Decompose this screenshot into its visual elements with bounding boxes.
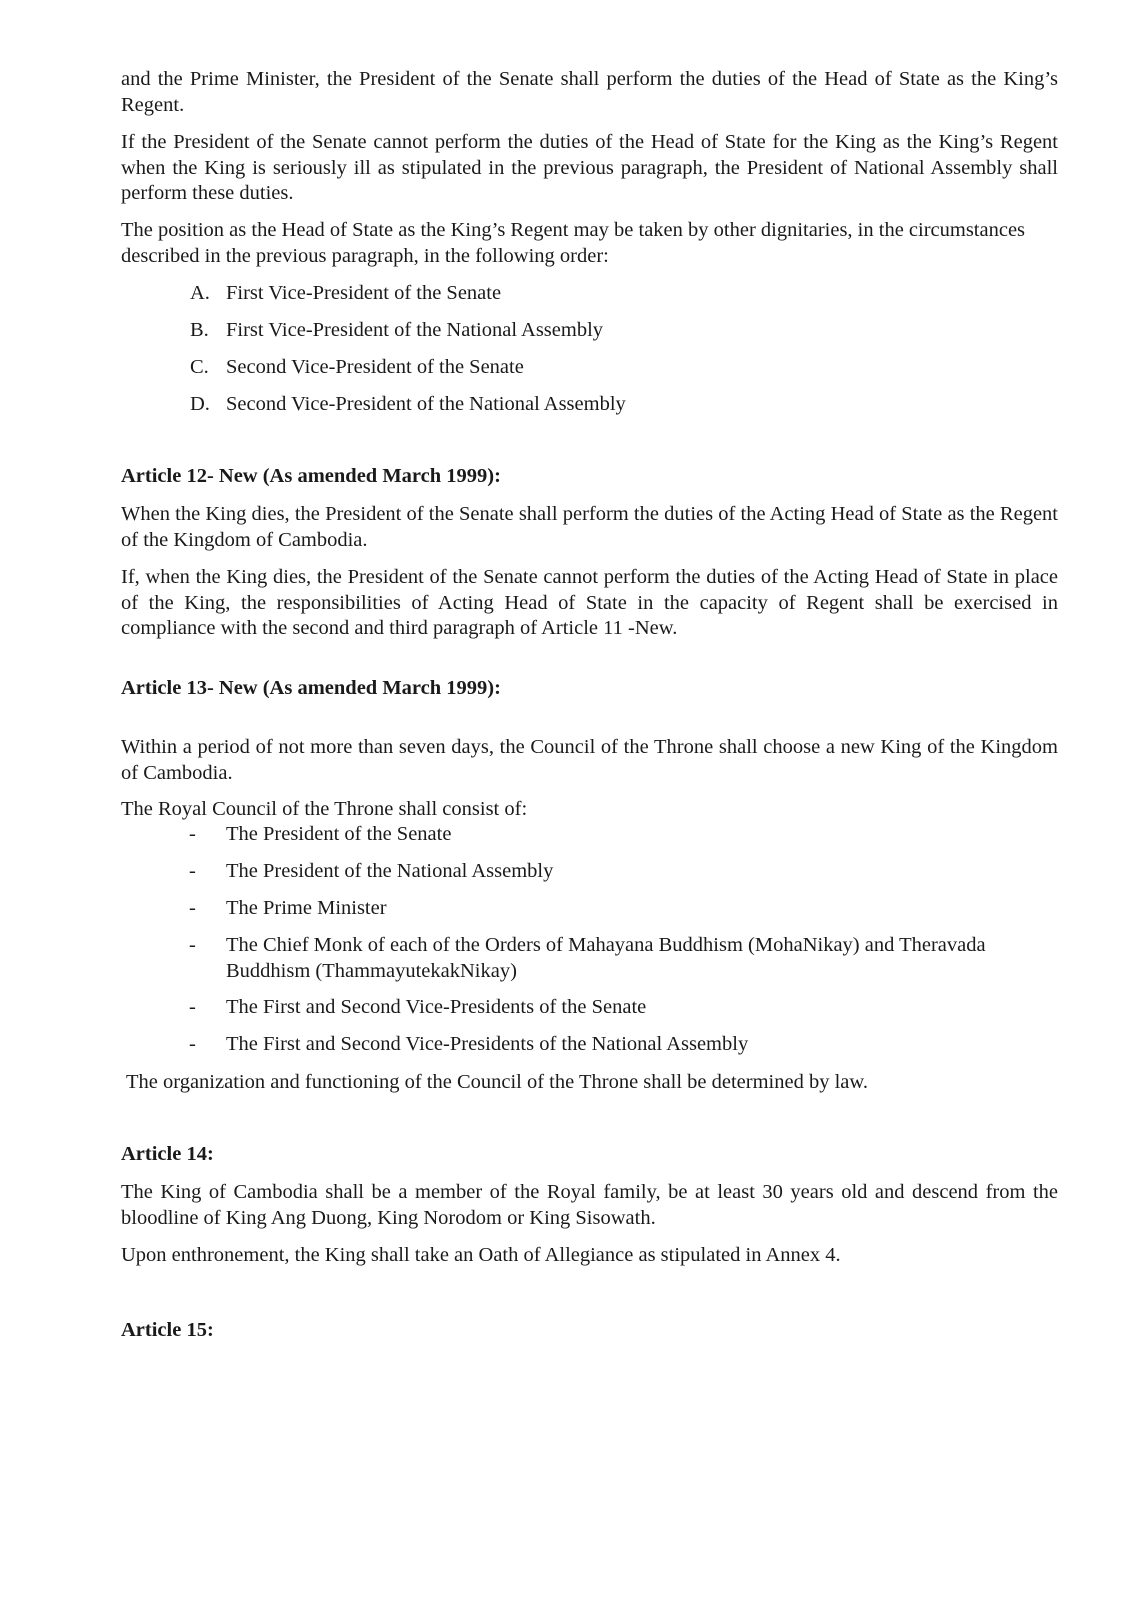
article-14-paragraph-2: Upon enthronement, the King shall take an Oath of Allegiance as stipulated in Annex 4. [121,1244,841,1266]
list-item-text: Second Vice-President of the Senate [226,356,524,378]
list-marker: B. [190,319,209,341]
paragraph-regent-continuation: and the Prime Minister, the President of the Senate shall perform the duties of the Head of State as the King’s Regent. [121,68,1058,116]
list-item-text: First Vice-President of the Senate [226,282,502,304]
article-14-heading: Article 14: [121,1143,214,1165]
list-marker: - [189,860,196,882]
paragraph-order-of-dignitaries: The position as the Head of State as the King’s Regent may be taken by other dignitaries, in the circumstances described in the previous paragraph, in the following order: [121,219,1026,267]
article-12-paragraph-1: When the King dies, the President of the Senate shall perform the duties of the Acting Head of State as the Regent of the Kingdom of Cambodia. [121,503,1058,551]
list-item-text: The Prime Minister [226,897,387,919]
list-item-text: The Chief Monk of each of the Orders of Mahayana Buddhism (MohaNikay) and Theravada Buddhism (ThammayutekakNikay) [226,934,986,982]
article-14-paragraph-1: The King of Cambodia shall be a member of the Royal family, be at least 30 years old and descend from the bloodline of King Ang Duong, King Norodom or King Sisowath. [121,1181,1058,1229]
paragraph-national-assembly-regent: If the President of the Senate cannot perform the duties of the Head of State for the King as the King’s Regent when the King is seriously ill as stipulated in the previous paragraph, the President of National Assembly shall perform these duties. [121,131,1058,204]
list-marker: C. [190,356,209,378]
list-marker: A. [190,282,210,304]
article-13-paragraph-1: Within a period of not more than seven days, the Council of the Throne shall choose a new King of the Kingdom of Cambodia. [121,736,1058,784]
list-marker: - [189,823,196,845]
list-item-text: The First and Second Vice-Presidents of the Senate [226,996,647,1018]
list-item-text: The President of the Senate [226,823,452,845]
list-item-text: The First and Second Vice-Presidents of the National Assembly [226,1033,749,1055]
list-item-text: First Vice-President of the National Assembly [226,319,604,341]
article-13-heading: Article 13- New (As amended March 1999): [121,677,501,699]
article-12-heading: Article 12- New (As amended March 1999): [121,465,501,487]
list-marker: - [189,934,196,956]
list-marker: D. [190,393,210,415]
list-item-text: The President of the National Assembly [226,860,554,882]
article-13-paragraph-3: The organization and functioning of the Council of the Throne shall be determined by law. [126,1071,868,1093]
article-12-paragraph-2: If, when the King dies, the President of the Senate cannot perform the duties of the Acting Head of State in place of the King, the responsibilities of Acting Head of State in the capacity of Regent shall be exercised in compliance with the second and third paragraph of Article 11 -New. [121,566,1058,639]
list-marker: - [189,996,196,1018]
article-13-paragraph-2: The Royal Council of the Throne shall consist of: [121,798,528,820]
list-marker: - [189,897,196,919]
list-item-text: Second Vice-President of the National Assembly [226,393,626,415]
article-15-heading: Article 15: [121,1319,214,1341]
list-marker: - [189,1033,196,1055]
